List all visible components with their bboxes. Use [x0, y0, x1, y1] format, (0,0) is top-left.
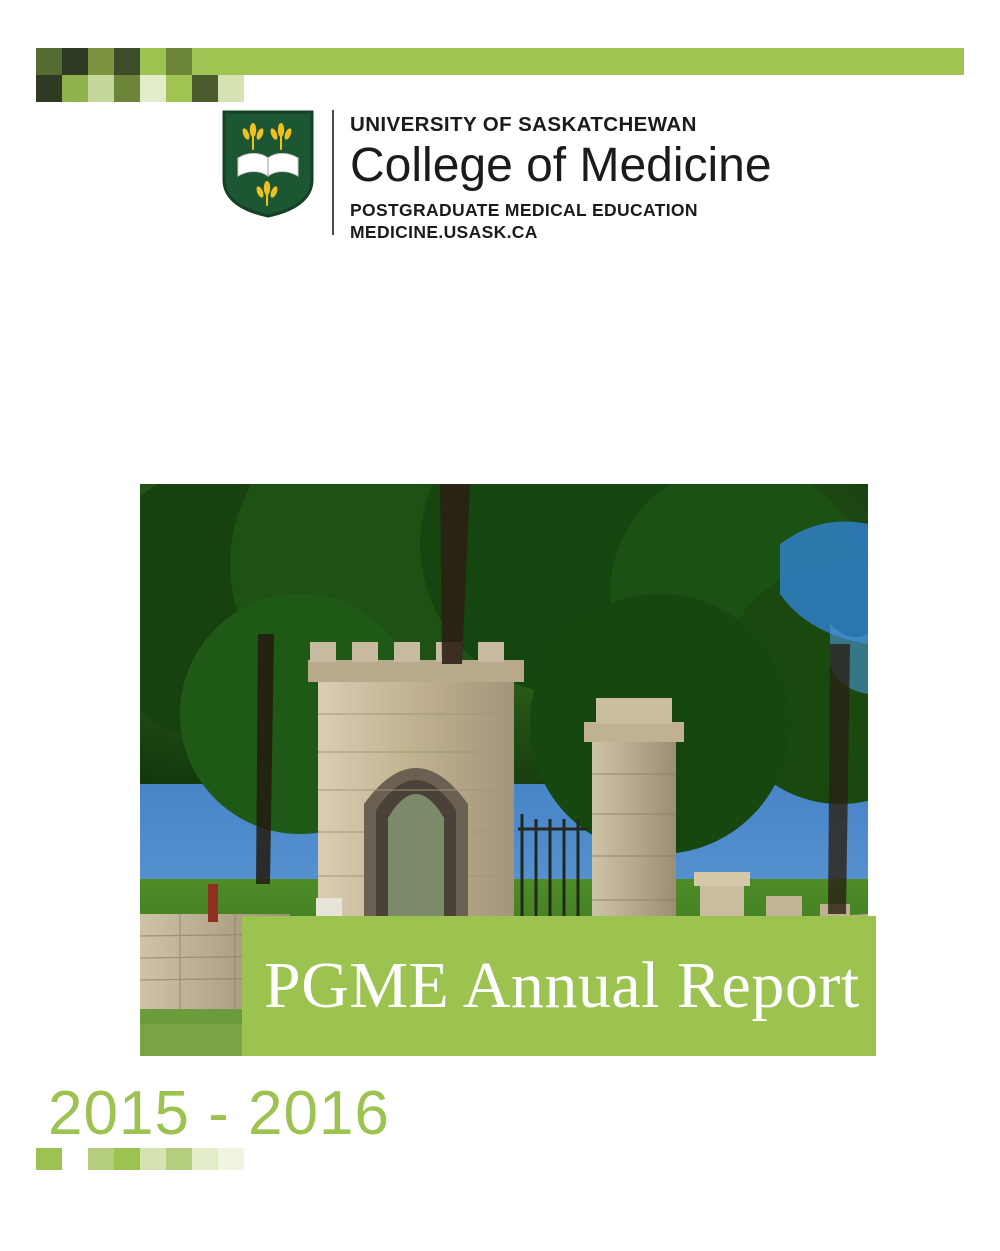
- checker-cell: [36, 1148, 62, 1170]
- report-title-band: [242, 916, 876, 1056]
- institutional-logo-block: [222, 110, 772, 244]
- header-checker-upper: [36, 48, 192, 75]
- checker-cell: [218, 1148, 244, 1170]
- checker-cell: [192, 75, 218, 102]
- checker-cell: [62, 48, 88, 75]
- checker-cell: [140, 75, 166, 102]
- checker-cell: [166, 1148, 192, 1170]
- checker-cell: [114, 75, 140, 102]
- checker-cell: [88, 1148, 114, 1170]
- page-title: PGME Annual Report: [264, 949, 860, 1022]
- logo-divider-rule: [332, 110, 334, 235]
- university-shield-icon: [222, 110, 314, 218]
- college-name: College of Medicine: [350, 138, 772, 192]
- checker-cell: [166, 48, 192, 75]
- university-name: UNIVERSITY OF SASKATCHEWAN: [350, 113, 697, 136]
- checker-cell: [218, 75, 244, 102]
- checker-cell: [62, 75, 88, 102]
- logo-wordmark: [350, 110, 772, 244]
- checker-cell: [114, 48, 140, 75]
- checker-cell: [36, 75, 62, 102]
- footer-checker-strip: [36, 1148, 244, 1170]
- department-name: POSTGRADUATE MEDICAL EDUCATION: [350, 200, 698, 221]
- checker-cell: [88, 75, 114, 102]
- header-checker-lower: [36, 75, 244, 102]
- checker-cell: [36, 48, 62, 75]
- checker-cell: [192, 1148, 218, 1170]
- checker-cell: [140, 48, 166, 75]
- checker-cell: [140, 1148, 166, 1170]
- checker-cell: [114, 1148, 140, 1170]
- report-year-range: 2015 - 2016: [48, 1079, 390, 1148]
- checker-cell: [62, 1148, 88, 1170]
- checker-cell: [88, 48, 114, 75]
- website-url: MEDICINE.USASK.CA: [350, 222, 538, 243]
- checker-cell: [166, 75, 192, 102]
